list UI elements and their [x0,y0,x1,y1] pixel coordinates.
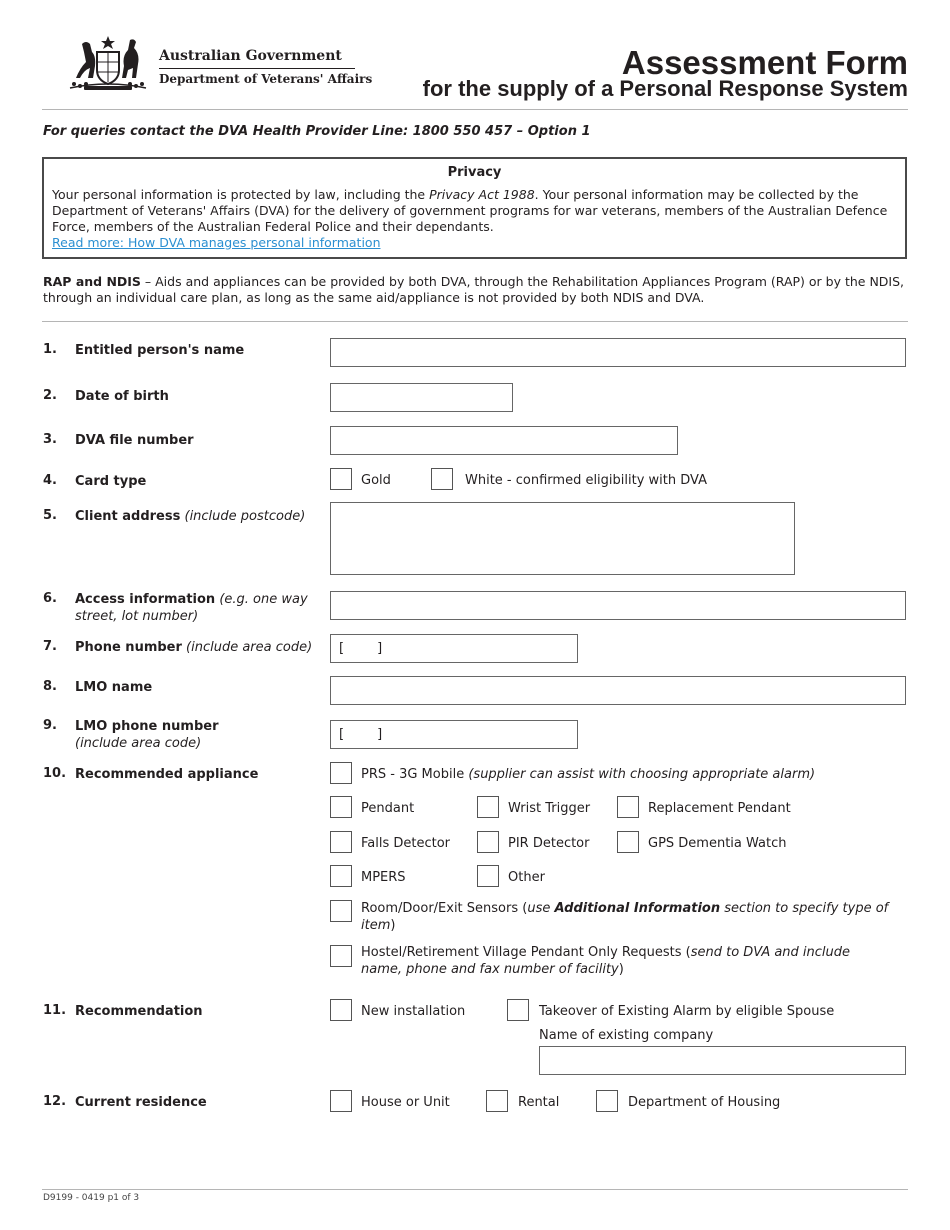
dva-file-number-input[interactable] [330,426,678,455]
takeover-existing-alarm-label: Takeover of Existing Alarm by eligible Spouse [539,1004,835,1019]
lmo-name-input[interactable] [330,676,906,705]
new-installation-label: New installation [361,1004,466,1019]
department-of-housing-label: Department of Housing [628,1095,781,1110]
mpers-label: MPERS [361,870,406,885]
q3-number: 3. [43,432,57,447]
q8-number: 8. [43,679,57,694]
privacy-act-name: Privacy Act 1988 [429,187,535,202]
privacy-read-more-link[interactable]: Read more: How DVA manages personal information [52,235,381,250]
privacy-text-after: . Your personal information may be collected by the Department of Veterans' Affairs (DVA) for the delivery of government programs for war veterans, members of the Australian Defence Force, members of the Australian Federal Police and their dependants. [52,187,888,234]
coat-of-arms-logo [66,34,150,92]
footer-divider [42,1189,908,1190]
falls-detector-checkbox[interactable] [330,831,352,853]
privacy-text [52,187,897,235]
pir-detector-label: PIR Detector [508,836,590,851]
hostel-pendant-only-checkbox[interactable] [330,945,352,967]
existing-company-input[interactable] [539,1046,906,1075]
privacy-text-before: Your personal information is protected by law, including the [52,187,430,202]
q10-label: Recommended appliance [75,767,259,782]
government-name: Australian Government [159,48,342,64]
access-information-input[interactable] [330,591,906,620]
q7-label: Phone number (include area code) [75,640,313,655]
q9-label: LMO phone number (include area code) [75,719,219,751]
privacy-box [42,157,907,259]
house-or-unit-checkbox[interactable] [330,1090,352,1112]
takeover-existing-alarm-checkbox[interactable] [507,999,529,1021]
q11-label: Recommendation [75,1004,203,1019]
q6-number: 6. [43,591,57,606]
replacement-pendant-checkbox[interactable] [617,796,639,818]
form-subtitle: for the supply of a Personal Response System [422,76,908,101]
q2-number: 2. [43,388,57,403]
prs-3g-mobile-checkbox[interactable] [330,762,352,784]
replacement-pendant-label: Replacement Pendant [648,801,791,816]
form-code-footer: D9199 - 0419 p1 of 3 [43,1193,140,1203]
room-door-exit-sensors-checkbox[interactable] [330,900,352,922]
gps-dementia-watch-checkbox[interactable] [617,831,639,853]
rap-ndis-heading: RAP and NDIS [43,274,141,289]
hostel-pendant-only-label: Hostel/Retirement Village Pendant Only Requests (send to DVA and include name, phone and fax number of facility) [361,945,851,977]
q1-label: Entitled person's name [75,343,245,358]
card-type-gold-checkbox[interactable] [330,468,352,490]
q6-label: Access information (e.g. one way street, lot number) [75,592,308,624]
q4-label: Card type [75,474,147,489]
q5-number: 5. [43,508,57,523]
q3-label: DVA file number [75,433,194,448]
prs-3g-mobile-label: PRS - 3G Mobile (supplier can assist with choosing appropriate alarm) [361,767,816,782]
house-or-unit-label: House or Unit [361,1095,450,1110]
wrist-trigger-checkbox[interactable] [477,796,499,818]
form-title: Assessment Form [621,44,908,81]
entitled-person-name-input[interactable] [330,338,906,367]
pir-detector-checkbox[interactable] [477,831,499,853]
privacy-title: Privacy [447,165,502,180]
pendant-checkbox[interactable] [330,796,352,818]
other-appliance-checkbox[interactable] [477,865,499,887]
falls-detector-label: Falls Detector [361,836,451,851]
q12-number: 12. [43,1094,67,1109]
queries-line: For queries contact the DVA Health Provider Line: 1800 550 457 – Option 1 [43,124,591,139]
q2-label: Date of birth [75,389,169,404]
card-type-white-checkbox[interactable] [431,468,453,490]
q5-label: Client address (include postcode) [75,509,306,524]
header-divider [42,109,908,110]
q9-number: 9. [43,718,57,733]
rental-label: Rental [518,1095,560,1110]
card-type-gold-label: Gold [361,473,391,488]
date-of-birth-input[interactable] [330,383,513,412]
gps-dementia-watch-label: GPS Dementia Watch [648,836,787,851]
department-name: Department of Veterans' Affairs [159,72,373,86]
pendant-label: Pendant [361,801,415,816]
q11-number: 11. [43,1003,67,1018]
rap-ndis-text: – Aids and appliances can be provided by both DVA, through the Rehabilitation Appliances Program (RAP) or by the NDIS, through an individual care plan, as long as the same aid/appliance is not provided by both NDIS and DVA. [43,274,905,305]
q7-number: 7. [43,639,57,654]
other-appliance-label: Other [508,870,545,885]
q10-number: 10. [43,766,67,781]
logo-divider [159,68,355,69]
lmo-phone-area-code-brackets: [ ] [339,727,383,742]
card-type-white-label: White - confirmed eligibility with DVA [465,473,707,488]
rental-checkbox[interactable] [486,1090,508,1112]
existing-company-label: Name of existing company [539,1028,714,1043]
section-divider [42,321,908,322]
new-installation-checkbox[interactable] [330,999,352,1021]
q1-number: 1. [43,342,57,357]
q8-label: LMO name [75,680,153,695]
client-address-input[interactable] [330,502,795,575]
room-door-exit-sensors-label: Room/Door/Exit Sensors (use Additional Information section to specify type of item) [361,901,889,933]
phone-number-input[interactable] [330,634,578,663]
mpers-checkbox[interactable] [330,865,352,887]
department-of-housing-checkbox[interactable] [596,1090,618,1112]
phone-area-code-brackets: [ ] [339,641,383,656]
lmo-phone-number-input[interactable] [330,720,578,749]
wrist-trigger-label: Wrist Trigger [508,801,591,816]
q12-label: Current residence [75,1095,207,1110]
rap-ndis-note [43,274,905,306]
q4-number: 4. [43,473,57,488]
